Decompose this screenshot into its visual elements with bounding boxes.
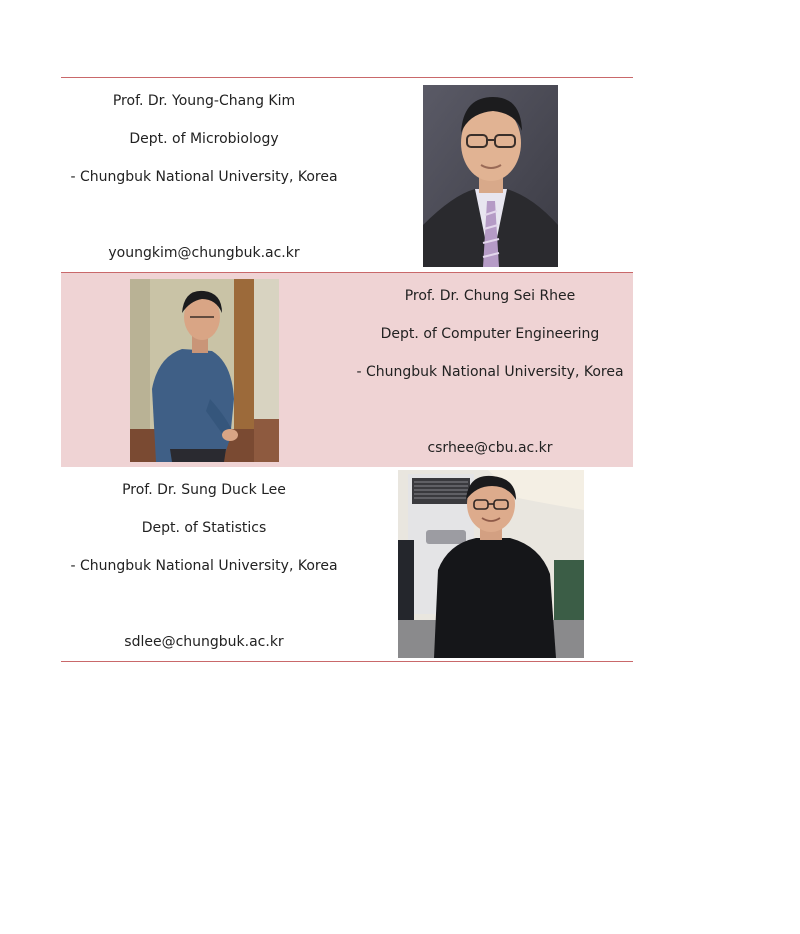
profile-row-lee <box>61 467 633 661</box>
profile-table <box>61 77 633 662</box>
table-rule-bottom <box>61 661 633 662</box>
profile-row-kim <box>61 78 633 272</box>
profile-email[interactable]: csrhee@cbu.ac.kr <box>427 440 553 456</box>
profile-email[interactable]: sdlee@chungbuk.ac.kr <box>124 634 284 650</box>
portrait-photo <box>398 470 584 658</box>
profile-email[interactable]: youngkim@chungbuk.ac.kr <box>108 245 300 261</box>
profile-name: Prof. Dr. Young-Chang Kim <box>112 93 296 109</box>
profile-dept: Dept. of Computer Engineering <box>380 326 600 342</box>
profile-name: Prof. Dr. Sung Duck Lee <box>122 482 286 498</box>
profile-row-rhee <box>61 273 633 467</box>
profile-dept: Dept. of Statistics <box>141 520 267 536</box>
profile-affiliation: - Chungbuk National University, Korea <box>356 364 624 380</box>
profile-affiliation: - Chungbuk National University, Korea <box>70 558 338 574</box>
profile-dept: Dept. of Microbiology <box>129 131 279 147</box>
portrait-photo <box>130 279 279 462</box>
profile-affiliation: - Chungbuk National University, Korea <box>70 169 338 185</box>
profile-name: Prof. Dr. Chung Sei Rhee <box>404 288 576 304</box>
portrait-photo <box>423 85 558 267</box>
